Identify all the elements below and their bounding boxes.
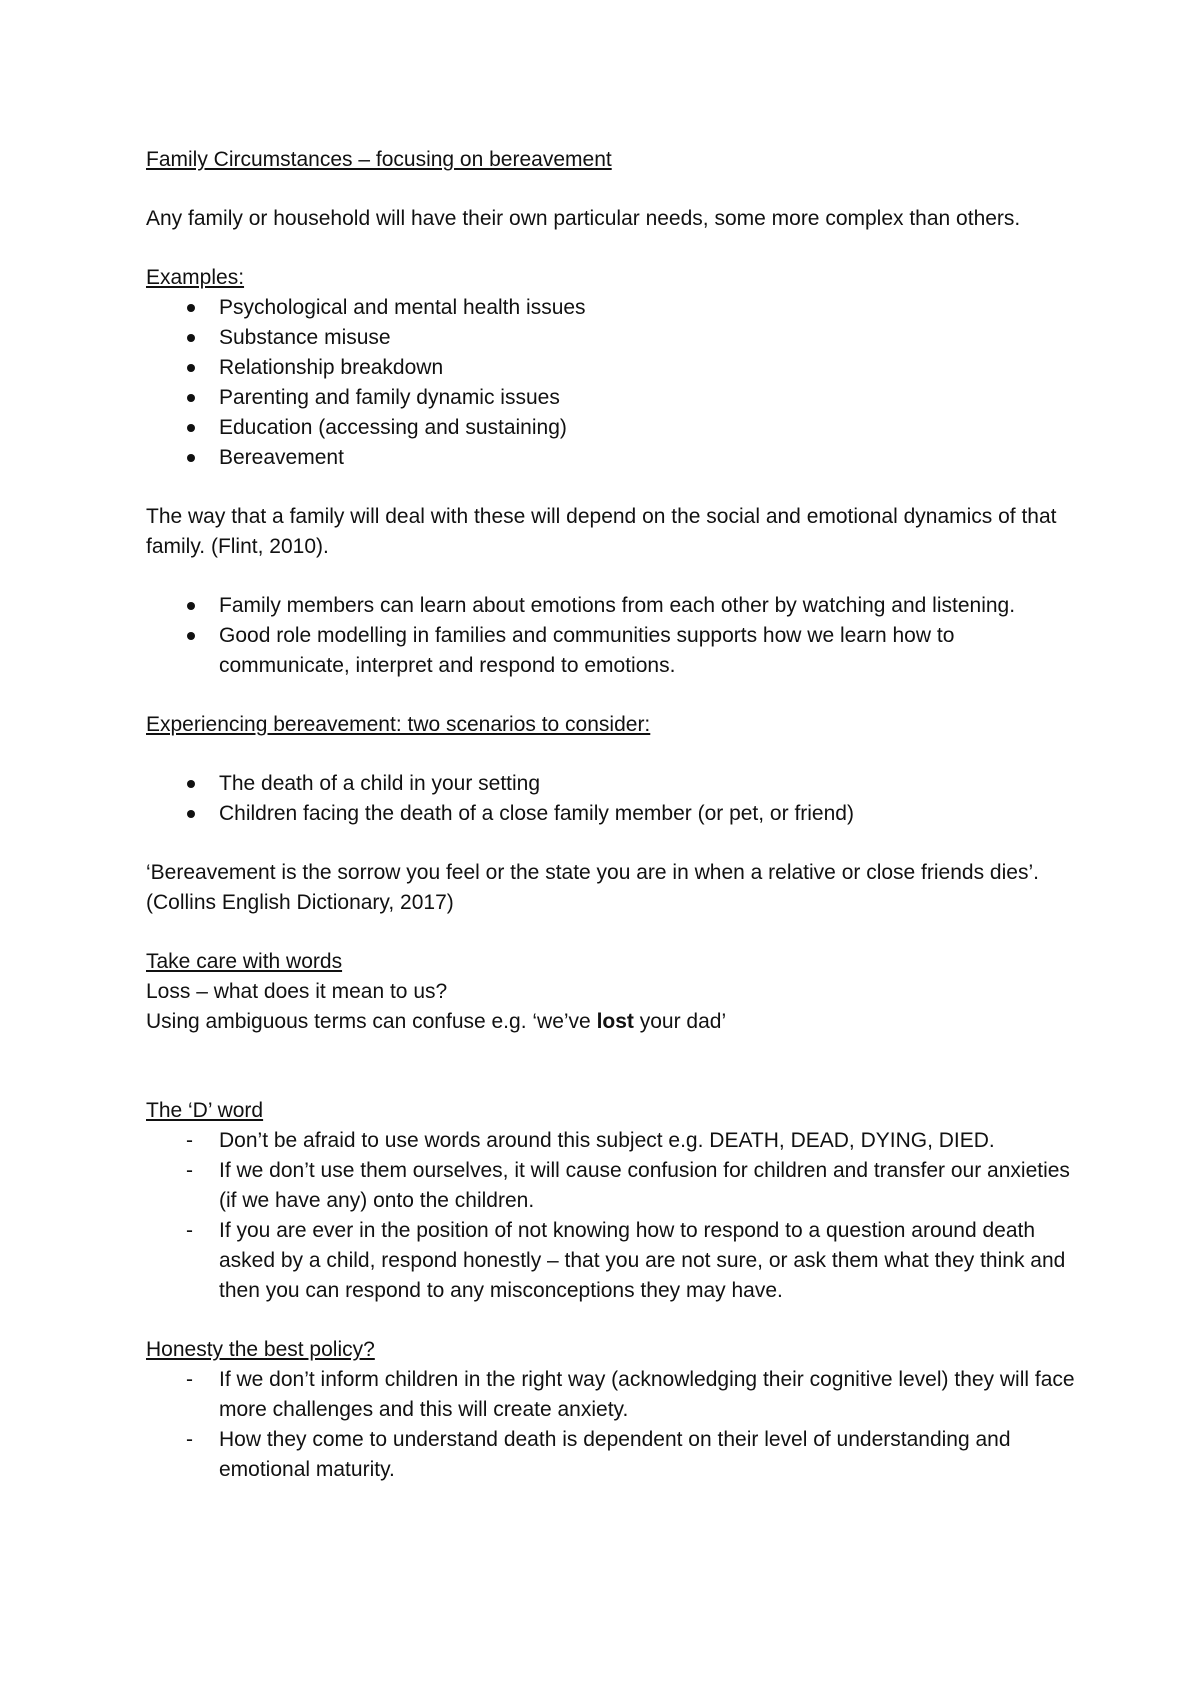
- dynamics-paragraph: The way that a family will deal with these will depend on the social and emotional dynamics of that family. (Flint, 2010).: [146, 505, 1057, 558]
- d-word-list: [146, 1126, 1076, 1306]
- examples-heading: Examples:: [146, 266, 245, 289]
- list-item: - If you are ever in the position of not knowing how to respond to a question around death asked by a child, respond honestly – that you are not sure, or ask them what they think and then you can respond to any misconceptions they may have.: [146, 1216, 1076, 1306]
- words-line-loss: Loss – what does it mean to us?: [146, 980, 448, 1003]
- ambiguous-text-end: your dad’: [633, 1010, 727, 1033]
- emphasis-lost: lost: [596, 1010, 634, 1033]
- honesty-heading: Honesty the best policy?: [146, 1338, 375, 1361]
- list-item: Bereavement: [146, 443, 1076, 473]
- list-item: Parenting and family dynamic issues: [146, 383, 1076, 413]
- ambiguous-text-start: Using ambiguous terms can confuse e.g. ‘we’ve: [146, 1010, 597, 1033]
- document-body: [146, 145, 1076, 1485]
- scenarios-heading: Experiencing bereavement: two scenarios to consider:: [146, 713, 651, 736]
- list-item: Children facing the death of a close family member (or pet, or friend): [146, 799, 1076, 829]
- list-item: Education (accessing and sustaining): [146, 413, 1076, 443]
- words-heading: Take care with words: [146, 950, 343, 973]
- list-item: - If we don’t use them ourselves, it will cause confusion for children and transfer our anxieties (if we have any) onto the children.: [146, 1156, 1076, 1216]
- list-item: Good role modelling in families and communities supports how we learn how to communicate, interpret and respond to emotions.: [146, 621, 1076, 681]
- list-item: - How they come to understand death is dependent on their level of understanding and emotional maturity.: [146, 1425, 1076, 1485]
- intro-paragraph: Any family or household will have their own particular needs, some more complex than others.: [146, 207, 1021, 230]
- document-title: Family Circumstances – focusing on bereavement: [146, 148, 612, 171]
- list-item: Family members can learn about emotions from each other by watching and listening.: [146, 591, 1076, 621]
- list-item: Relationship breakdown: [146, 353, 1076, 383]
- d-word-heading: The ‘D’ word: [146, 1099, 264, 1122]
- learning-points-list: [146, 591, 1076, 681]
- definition-quote: ‘Bereavement is the sorrow you feel or the state you are in when a relative or close friends dies’. (Collins English Dictionary, 2017): [146, 861, 1039, 914]
- scenarios-list: [146, 769, 1076, 829]
- examples-list: [146, 293, 1076, 473]
- list-item: The death of a child in your setting: [146, 769, 1076, 799]
- list-item: Substance misuse: [146, 323, 1076, 353]
- list-item: - If we don’t inform children in the right way (acknowledging their cognitive level) they will face more challenges and this will create anxiety.: [146, 1365, 1076, 1425]
- honesty-list: [146, 1365, 1076, 1485]
- words-line-ambiguous: [146, 1007, 1076, 1037]
- list-item: - Don’t be afraid to use words around this subject e.g. DEATH, DEAD, DYING, DIED.: [146, 1126, 1076, 1156]
- list-item: Psychological and mental health issues: [146, 293, 1076, 323]
